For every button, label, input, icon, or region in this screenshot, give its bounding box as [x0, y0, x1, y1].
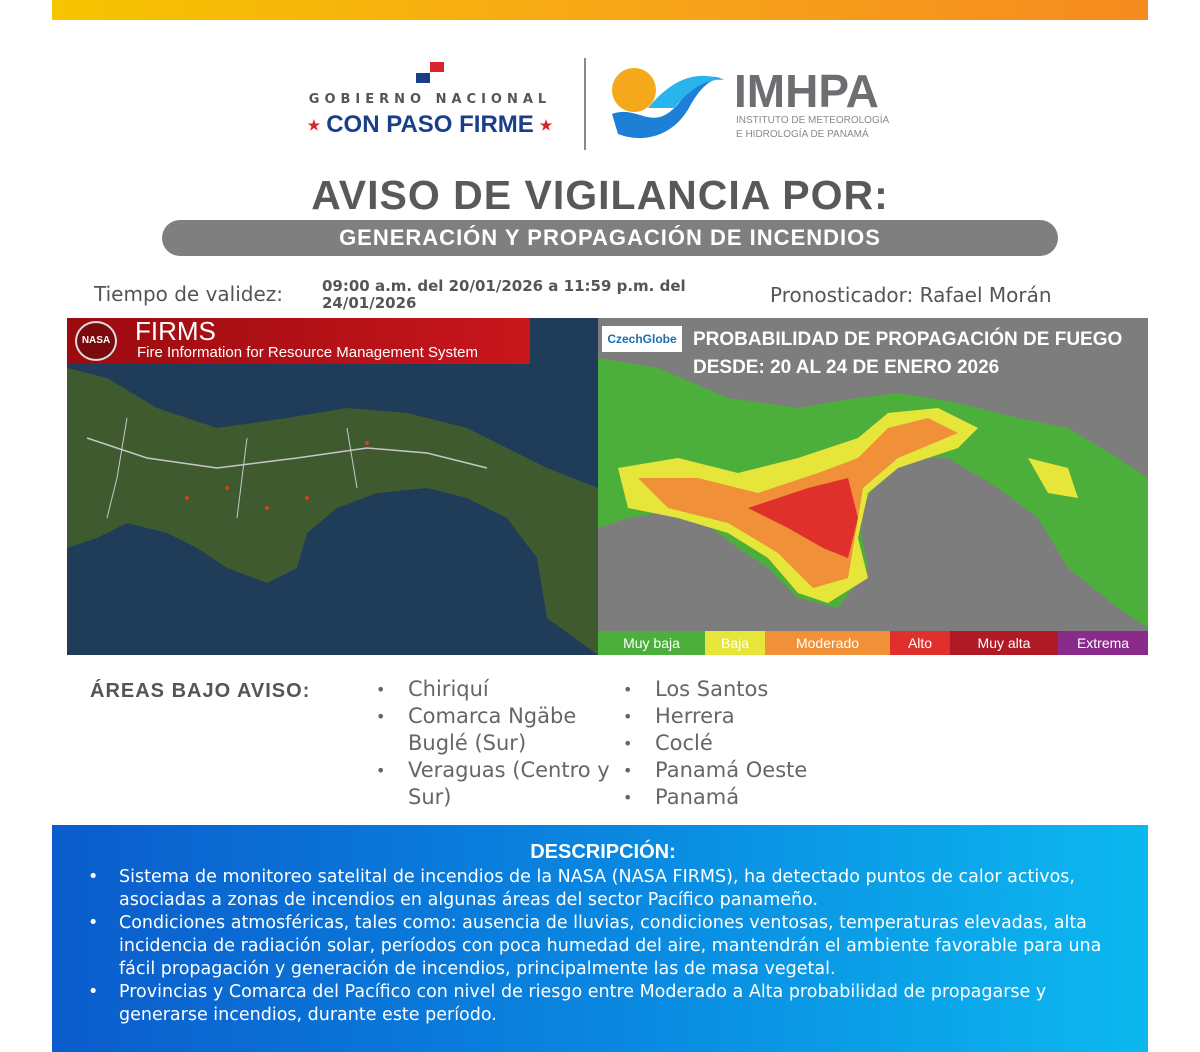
- legend-moderado: Moderado: [765, 631, 890, 655]
- forecaster-label: Pronosticador:: [770, 283, 914, 307]
- list-item: • Veraguas (Centro y Sur): [376, 757, 626, 811]
- list-item: • Chiriquí: [376, 676, 626, 703]
- prob-title-2: DESDE: 20 AL 24 DE ENERO 2026: [693, 357, 1000, 378]
- panama-flag-icon: [414, 62, 446, 84]
- description-item: • Provincias y Comarca del Pacífico con nivel de riesgo entre Moderado a Alta probabilidad de propagarse y generarse incendios, durante este período.: [88, 981, 1118, 1027]
- org-sub1: INSTITUTO DE METEOROLOGÍA: [736, 115, 890, 126]
- list-item: • Comarca Ngäbe Buglé (Sur): [376, 703, 626, 757]
- firms-header: [67, 318, 530, 364]
- list-item: • Los Santos: [623, 676, 883, 703]
- firms-subtitle: Fire Information for Resource Management System: [137, 344, 478, 361]
- description-title: DESCRIPCIÓN:: [530, 841, 676, 863]
- org-name: IMHPA: [734, 65, 879, 117]
- description-item: • Condiciones atmosféricas, tales como: ausencia de lluvias, condiciones ventosas, temperaturas elevadas, alta incidencia de radiación solar, períodos con poca humedad del aire, mantendrán el ambiente favorable para una fácil propagación y generación de incendios, principalmente las de masa vegetal.: [88, 912, 1118, 981]
- description-item: • Sistema de monitoreo satelital de incendios de la NASA (NASA FIRMS), ha detectado puntos de calor activos, asociadas a zonas de incendios en algunas áreas del sector Pacífico panameño.: [88, 866, 1118, 912]
- description-box: [52, 825, 1148, 1052]
- legend-alto: Alto: [890, 631, 950, 655]
- logo-divider: [584, 58, 586, 150]
- imhpa-logo-icon: [608, 64, 726, 144]
- validity-label: Tiempo de validez:: [94, 282, 284, 306]
- fire-probability-map: [598, 318, 1148, 655]
- legend-baja: Baja: [705, 631, 765, 655]
- gov-line2: CON PASO FIRME: [326, 111, 534, 138]
- nasa-logo: NASA: [75, 321, 117, 361]
- list-item: • Coclé: [623, 730, 883, 757]
- legend-extrema: Extrema: [1058, 631, 1148, 655]
- forecaster: [770, 283, 1052, 307]
- legend-muy-baja: Muy baja: [598, 631, 705, 655]
- org-sub2: E HIDROLOGÍA DE PANAMÁ: [736, 129, 869, 140]
- list-item: • Herrera: [623, 703, 883, 730]
- star-icon: ★: [539, 117, 553, 134]
- legend-muy-alta: Muy alta: [950, 631, 1058, 655]
- gov-line1: GOBIERNO NACIONAL: [308, 92, 552, 107]
- firms-title: FIRMS: [135, 318, 216, 346]
- forecaster-name: Rafael Morán: [919, 283, 1052, 307]
- areas-list-1: [376, 676, 626, 811]
- list-item: • Panamá Oeste: [623, 757, 883, 784]
- page-title: AVISO DE VIGILANCIA POR:: [311, 172, 889, 218]
- page-subtitle: GENERACIÓN Y PROPAGACIÓN DE INCENDIOS: [162, 220, 1058, 256]
- top-banner: [52, 0, 1148, 20]
- prob-title-1: PROBABILIDAD DE PROPAGACIÓN DE FUEGO: [693, 329, 1123, 350]
- validity-value: 09:00 a.m. del 20/01/2026 a 11:59 p.m. del 24/01/2026: [322, 277, 686, 312]
- star-icon: ★: [307, 117, 321, 134]
- czechglobe-logo: CzechGlobe: [602, 326, 682, 352]
- firms-satellite-map: [67, 318, 598, 655]
- risk-legend: [598, 631, 1148, 655]
- list-item: • Panamá: [623, 784, 883, 811]
- areas-label: ÁREAS BAJO AVISO:: [90, 680, 311, 702]
- areas-list-2: [623, 676, 883, 811]
- gobierno-logo: [290, 62, 570, 139]
